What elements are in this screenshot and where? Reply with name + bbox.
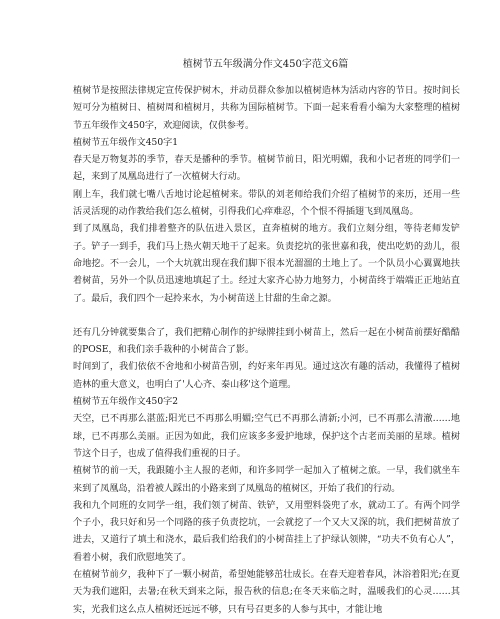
body-paragraph: 天空，已不再那么湛蓝;阳光已不再那么明媚;空气已不再那么清新;小河，已不再那么清澈……地球，已不再那么美丽。正因为如此，我们应该多多爱护地球，保护这个古老而美丽的星球。植树节这个日子，也成了值得我们重视的日子。	[73, 414, 460, 459]
body-paragraph: 春天是万物复苏的季节，春天是播种的季节。植树节前日，阳光明媚，我和小记者班的同学们一起，来到了凤凰岛进行了一次植树大行动。	[73, 155, 460, 183]
body-paragraph: 在植树节前夕，我种下了一颗小树苗，希望她能够茁壮成长。在春天迎着春风，沐浴着阳光;在夏天为我们遮阳，去暑;在秋天到来之际，报告秋的信息;在冬天来临之时，温暖我们的心灵……其实，光我们这么点人植树还远远不够，只有号召更多的人参与其中，才能让地	[73, 570, 460, 615]
body-paragraph: 时间到了，我们依依不舍地和小树苗告别，约好来年再见。通过这次有趣的活动，我懂得了植树造林的重大意义，也明白了'人心齐、泰山移'这个道理。	[73, 362, 460, 390]
document-title: 植树节五年级满分作文450字范文6篇	[182, 59, 349, 70]
paragraph-gap	[73, 308, 460, 325]
section-heading-1: 植树节五年级作文450字1	[73, 137, 178, 148]
section-heading-2: 植树节五年级作文450字2	[73, 397, 178, 408]
body-paragraph: 植树节的前一天，我跟随小主人报的老师，和许多同学一起加入了植树之旅。一早，我们就坐车来到了凤凰岛，沿着被人踩出的小路来到了凤凰岛的植树区，开始了我们的行动。	[73, 466, 460, 494]
intro-paragraph: 植树节是按照法律规定宣传保护树木，并动员群众参加以植树造林为活动内容的节日。按时间长短可分为植树日、植树周和植树月，共称为国际植树节。下面一起来看看小编为大家整理的植树节五年级作文450字，欢迎阅读，仅供参考。	[73, 86, 460, 131]
body-paragraph: 刚上车，我们就七嘴八舌地讨论起植树来。带队的刘老师给我们介绍了植树节的来历，还用一些活灵活现的动作教给我们怎么植树，引得我们心痒难忍，个个恨不得插翅飞到凤凰岛。	[73, 189, 460, 218]
body-paragraph: 我和九个同班的女同学一组，我们领了树苗、铁铲，又用塑料袋兜了水，就动工了。有两个同学个子小，我只好和另一个同路的孩子负责挖坑，一会就挖了一个又大又深的坑，我们把树苗放了进去，又道行了填土和浇水，最后我们给我们的小树苗挂上了护绿认领牌，“功夫不负有心人”，看着小树，我们欣慰地笑了。	[73, 500, 460, 563]
body-paragraph: 还有几分钟就要集合了，我们把精心制作的护绿牌挂到小树苗上，然后一起在小树苗前摆好酷酷的POSE，和我们亲手栽种的小树苗合了影。	[73, 327, 460, 356]
body-paragraph: 到了凤凰岛，我们排着整齐的队伍进入景区，直奔植树的地方。我们立刻分组，等待老师发铲子。铲子一到手，我们马上热火朝天地干了起来。负责挖坑的张世嘉和我，使出吃奶的劲儿，很命地挖。不一会儿，一个大坑就出现在我们脚下很本光溜溜的土地上了。一个队员小心翼翼地扶着树苗，另外一个队员迅速地填起了土。经过大家齐心协力地努力，小树苗终于端端正正地站直了。最后，我们四个一起拎来水，为小树苗送上甘甜的生命之源。	[73, 224, 460, 304]
